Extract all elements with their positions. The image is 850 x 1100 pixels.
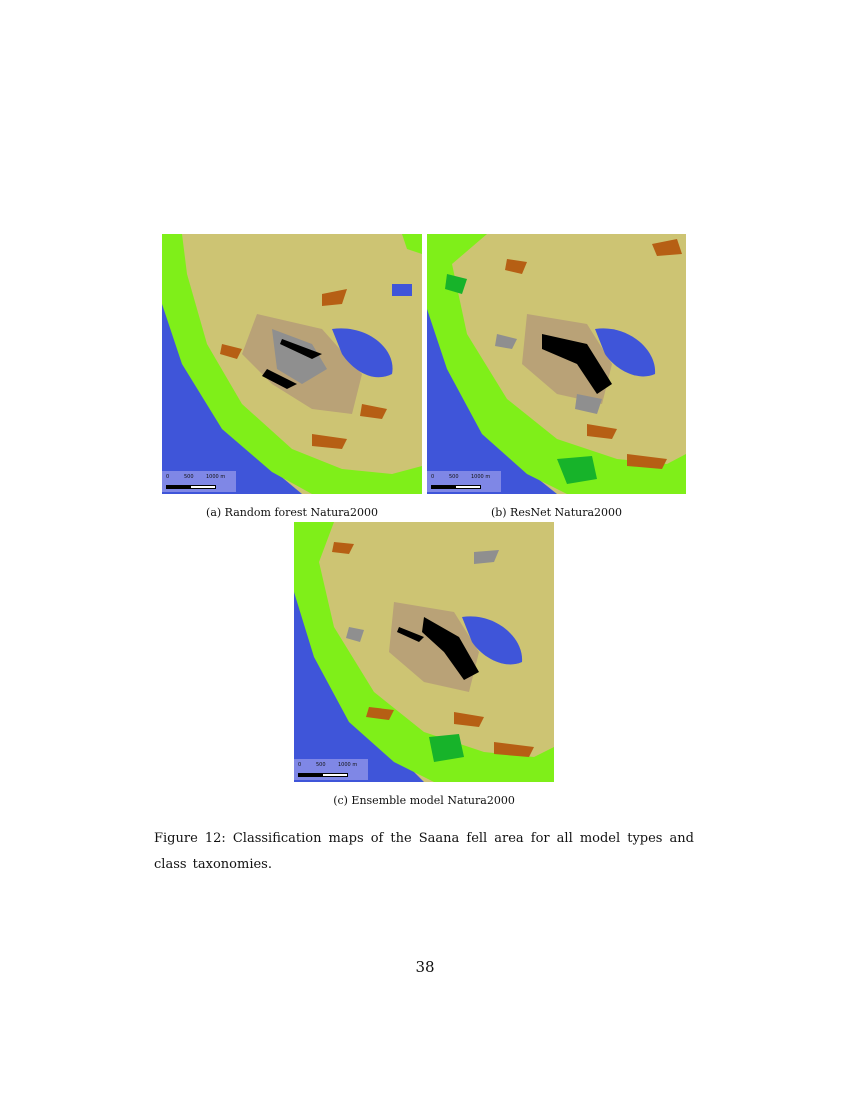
scale-tick-1000: 1000 m bbox=[471, 474, 491, 480]
scale-tick-500: 500 bbox=[449, 474, 459, 480]
classification-map-random-forest bbox=[162, 234, 422, 494]
scale-tick-1000: 1000 m bbox=[206, 474, 226, 480]
scale-bar-graphic bbox=[166, 485, 216, 489]
scale-tick-500: 500 bbox=[184, 474, 194, 480]
scale-bar-graphic bbox=[431, 485, 481, 489]
subcaption-a: (a) Random forest Natura2000 bbox=[206, 506, 378, 519]
scale-bar-a bbox=[162, 471, 236, 492]
scale-tick-1000: 1000 m bbox=[338, 762, 358, 768]
scale-bar-b bbox=[427, 471, 501, 492]
subcaption-b: (b) ResNet Natura2000 bbox=[490, 506, 623, 519]
scale-tick-500: 500 bbox=[316, 762, 326, 768]
classification-map-ensemble bbox=[294, 522, 554, 782]
scale-bar-graphic bbox=[298, 773, 348, 777]
scale-bar-c bbox=[294, 759, 368, 780]
scale-tick-0: 0 bbox=[298, 762, 302, 768]
figure-caption: Figure 12: Classification maps of the Saana fell area for all model types and class taxonomies. bbox=[154, 831, 694, 872]
page-number: 38 bbox=[415, 958, 435, 976]
subcaption-c: (c) Ensemble model Natura2000 bbox=[333, 794, 515, 807]
classification-map-resnet bbox=[427, 234, 686, 494]
scale-tick-0: 0 bbox=[166, 474, 170, 480]
scale-tick-0: 0 bbox=[431, 474, 435, 480]
